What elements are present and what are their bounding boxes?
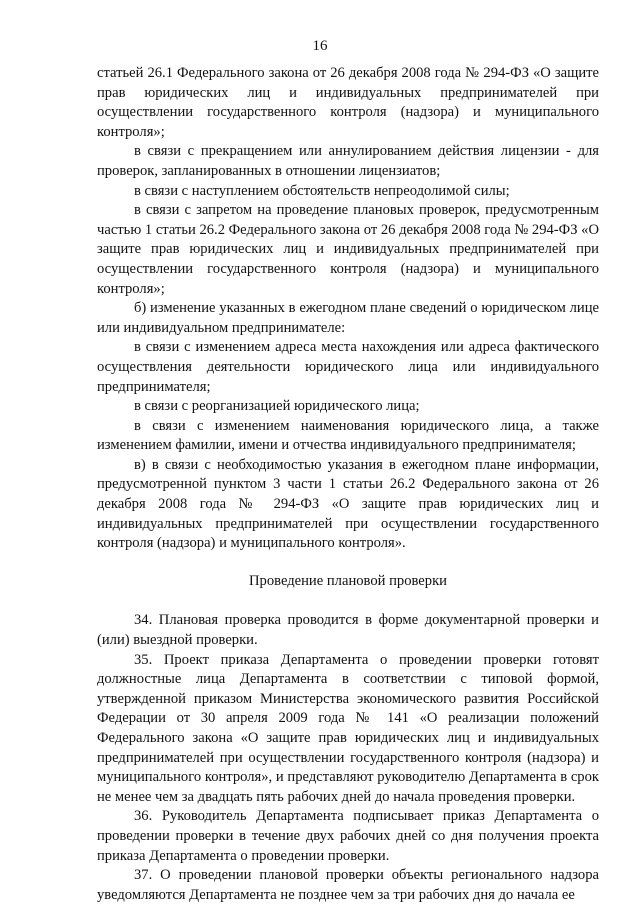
paragraph: б) изменение указанных в ежегодном плане сведений о юридическом лице или индивидуальном предпринимателе: [97,300,599,336]
paragraph: в связи с наступлением обстоятельств непреодолимой силы; [134,182,510,199]
paragraph: в связи с реорганизацией юридического лица; [134,398,420,415]
page-number: 16 [312,38,328,54]
document-body [97,64,599,905]
paragraph: в связи с прекращением или аннулированием действия лицензии - для проверок, запланированных в отношении лицензиатов; [97,143,599,179]
section-heading: Проведение плановой проверки [249,572,447,589]
paragraph-group-bottom [97,611,599,905]
paragraph: в) в связи с необходимостью указания в ежегодном плане информации, предусмотренной пунктом 3 части 1 статьи 26.2 Федерального закона от 26 декабря 2008 года № 294-ФЗ «О защите прав юридических лиц и индивидуальных предпринимателей при осуществлении государственного контроля (надзора) и муниципального контроля». [97,456,599,552]
paragraph: 35. Проект приказа Департамента о проведении проверки готовят должностные лица Департамента в соответствии с типовой формой, утвержденной приказом Министерства экономического развития Российской Федерации от 30 апреля 2009 года № 141 «О реализации положений Федерального закона «О защите прав юридических лиц и индивидуальных предпринимателей при осуществлении государственного контроля (надзора) и муниципального контроля», и представляют руководителю Департамента в срок не менее чем за двадцать пять рабочих дней до начала проведения проверки. [97,651,599,805]
paragraph: статьей 26.1 Федерального закона от 26 декабря 2008 года № 294-ФЗ «О защите прав юридических лиц и индивидуальных предпринимателей при осуществлении государственного контроля (надзора) и муниципального контроля»; [97,65,599,140]
paragraph: в связи с изменением адреса места нахождения или адреса фактического осуществления деятельности юридического лица или индивидуального предпринимателя; [97,339,599,395]
paragraph: 36. Руководитель Департамента подписывает приказ Департамента о проведении проверки в течение двух рабочих дней со дня получения проекта приказа Департамента о проведении проверки. [97,808,599,864]
paragraph: в связи с изменением наименования юридического лица, а также изменением фамилии, имени и отчества индивидуального предпринимателя; [97,417,599,454]
paragraph: в связи с запретом на проведение плановых проверок, предусмотренным частью 1 статьи 26.2 Федерального закона от 26 декабря 2008 года № 294-ФЗ «О защите прав юридических лиц и индивидуальных предпринимателей при осуществлении государственного контроля (надзора) и муниципального контроля»; [97,202,599,297]
paragraph-group-top [97,64,599,554]
paragraph: 34. Плановая проверка проводится в форме документарной проверки и (или) выездной проверки. [97,612,599,649]
paragraph: 37. О проведении плановой проверки объекты регионального надзора уведомляются Департамента не позднее чем за три рабочих дня до начала ее [97,867,599,903]
